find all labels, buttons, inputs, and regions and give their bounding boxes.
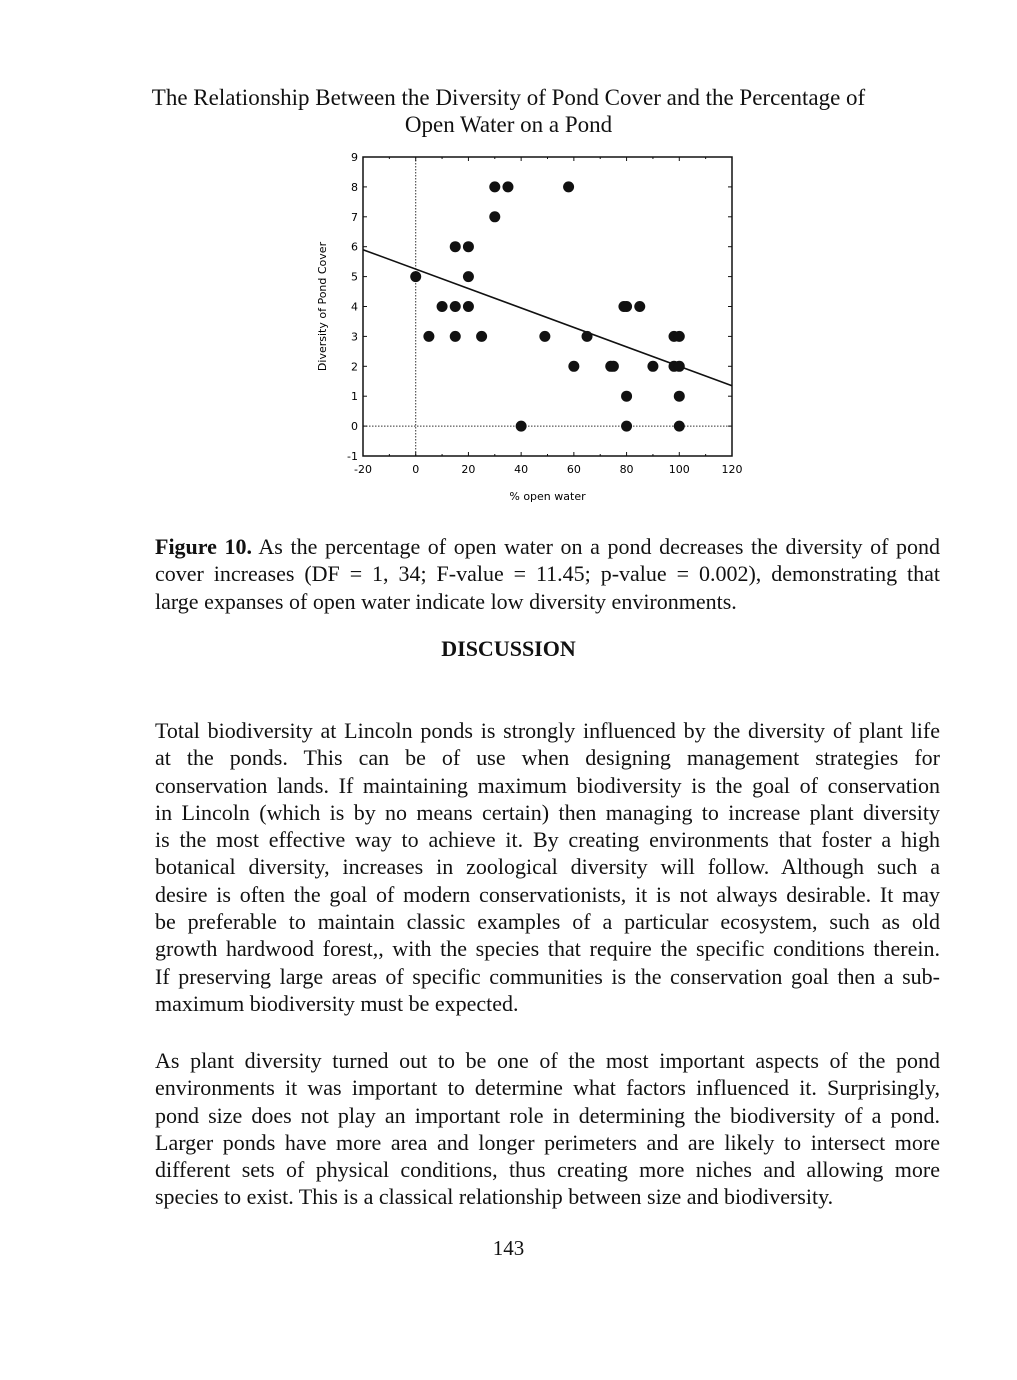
text-line (155, 963, 940, 990)
data-point (450, 331, 461, 342)
text-line-content: species to exist. This is a classical relationship between size and biodiversity. (155, 1184, 834, 1210)
data-point (489, 211, 500, 222)
text-line-content: pond size does not play an important role in determining the biodiversity of a pond. (155, 1102, 940, 1128)
data-point (568, 361, 579, 372)
y-tick-label: 9 (351, 151, 358, 164)
text-line (155, 744, 940, 771)
scatter-chart (300, 140, 760, 520)
text-line (155, 1102, 940, 1129)
y-tick-label: -1 (347, 450, 358, 463)
data-point (450, 241, 461, 252)
y-tick-label: 5 (351, 270, 358, 284)
text-line-content: botanical diversity, increases in zoological diversity will follow. Although such a (155, 854, 940, 880)
text-line (155, 772, 940, 799)
text-line (155, 588, 940, 615)
text-line (155, 560, 940, 587)
x-tick-label: 120 (721, 463, 743, 476)
data-point (476, 331, 487, 342)
text-line-content: at the ponds. This can be of use when designing management strategies for (155, 745, 940, 771)
text-line-content: As the percentage of open water on a pond decreases the diversity of pond (252, 534, 940, 559)
text-line (155, 799, 940, 826)
data-point (621, 391, 632, 402)
x-tick-label: 60 (566, 463, 581, 476)
paragraph-2 (155, 1047, 940, 1211)
x-tick-label: 0 (412, 463, 420, 476)
text-line (155, 853, 940, 880)
text-line (155, 533, 940, 560)
data-point (674, 331, 685, 342)
text-line-content: desire is often the goal of modern conservationists, it is not always desirable. It may (155, 881, 940, 907)
text-line-content: Total biodiversity at Lincoln ponds is strongly influenced by the diversity of plant life (155, 718, 940, 743)
text-line-content: Larger ponds have more area and longer perimeters and are likely to intersect more (155, 1129, 940, 1155)
section-heading: DISCUSSION (441, 636, 576, 661)
text-line-content: conservation lands. If maintaining maximum biodiversity is the goal of conservation (155, 772, 940, 798)
y-tick-label: 4 (351, 300, 358, 314)
text-line-content: As plant diversity turned out to be one of the most important aspects of the pond (155, 1048, 940, 1073)
text-line (155, 908, 940, 935)
data-point (539, 331, 550, 342)
data-point (423, 331, 434, 342)
data-point (674, 421, 685, 432)
text-line-content: in Lincoln (which is by no means certain) then managing to increase plant diversity (155, 799, 940, 825)
y-tick-label: 7 (351, 210, 358, 224)
y-tick-label: 0 (351, 420, 358, 434)
data-point (621, 421, 632, 432)
text-line (155, 990, 940, 1017)
y-tick-label: 8 (351, 180, 358, 194)
data-point (634, 301, 645, 312)
chart-title-line-2: Open Water on a Pond (404, 112, 613, 137)
text-line-content: growth hardwood forest,, with the species that require the specific conditions therein. (155, 936, 940, 962)
data-point (608, 361, 619, 372)
text-line (155, 717, 940, 744)
x-tick-label: 40 (514, 463, 529, 476)
text-line-content: environments it was important to determine what factors influenced it. Surprisingly, (155, 1075, 940, 1101)
text-line-content: maximum biodiversity must be expected. (155, 990, 519, 1016)
text-line (155, 1156, 940, 1183)
text-line (155, 1129, 940, 1156)
plot-frame (363, 157, 732, 456)
chart-title-line-1: The Relationship Between the Diversity of Pond Cover and the Percentage of (151, 85, 866, 110)
y-tick-label: 2 (351, 360, 358, 374)
text-line (155, 935, 940, 962)
data-point (437, 301, 448, 312)
x-tick-label: 20 (461, 463, 476, 476)
data-point (502, 181, 513, 192)
data-point (516, 421, 527, 432)
data-point (463, 301, 474, 312)
data-point (674, 391, 685, 402)
data-point (582, 331, 593, 342)
text-line (155, 881, 940, 908)
text-line (155, 1074, 940, 1101)
page-number: 143 (492, 1236, 525, 1260)
data-point (621, 301, 632, 312)
data-point (489, 181, 500, 192)
data-point (463, 271, 474, 282)
y-tick-label: 3 (351, 330, 358, 344)
text-line-content: cover increases (DF = 1, 34; F-value = 11.45; p-value = 0.002), demonstrating that (155, 561, 940, 587)
text-line-content: If preserving large areas of specific communities is the conservation goal then a sub- (155, 963, 940, 989)
figure-caption (155, 533, 940, 615)
x-tick-label: 80 (619, 463, 634, 476)
text-line (155, 1047, 940, 1074)
caption-label: Figure 10. (155, 534, 253, 559)
data-point (674, 361, 685, 372)
y-tick-label: 6 (351, 240, 358, 254)
text-line (155, 826, 940, 853)
data-point (450, 301, 461, 312)
text-line-content: is the most effective way to achieve it. By creating environments that foster a high (155, 827, 940, 853)
data-point (463, 241, 474, 252)
y-tick-label: 1 (351, 390, 358, 404)
paragraph-1 (155, 717, 940, 1017)
data-point (563, 181, 574, 192)
x-axis-label: % open water (509, 490, 586, 503)
text-line-content: large expanses of open water indicate low diversity environments. (155, 588, 737, 614)
x-tick-label: 100 (668, 463, 690, 476)
data-point (647, 361, 658, 372)
y-axis-label: Diversity of Pond Cover (316, 241, 329, 372)
text-line-content: be preferable to maintain classic examples of a particular ecosystem, such as old (155, 909, 940, 935)
data-point (410, 271, 421, 282)
text-line-content: different sets of physical conditions, thus creating more niches and allowing more (155, 1157, 940, 1183)
text-line (155, 1183, 940, 1210)
x-tick-label: -20 (354, 463, 372, 476)
